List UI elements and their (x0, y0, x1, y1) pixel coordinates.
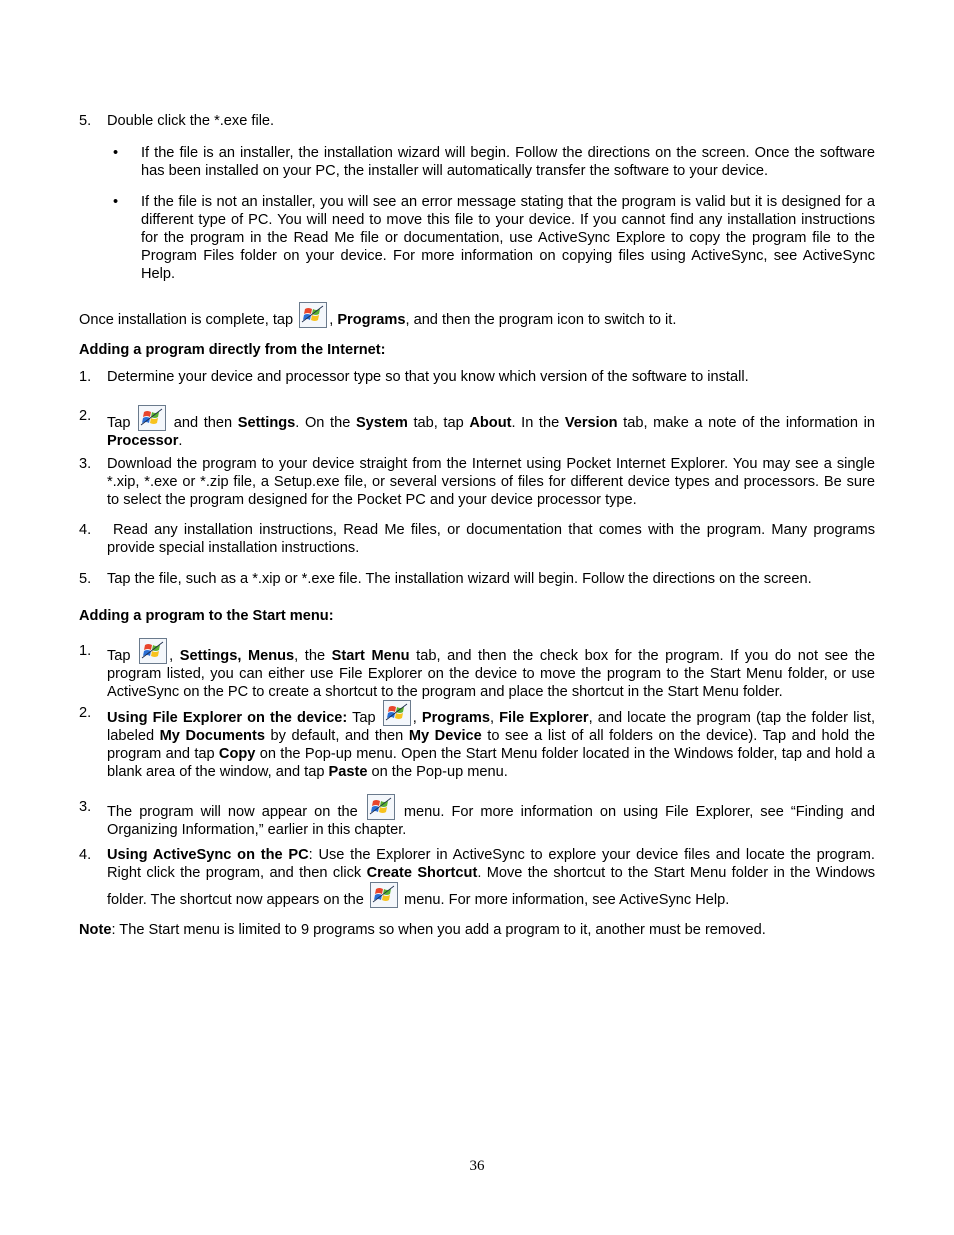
windows-start-icon (139, 638, 167, 664)
bullet-installer (113, 144, 875, 180)
step-text: Double click the *.exe file. (107, 113, 275, 129)
internet-step-1: 1. Determine your device and processor type so that you know which version of the software to install. (79, 369, 749, 385)
start-step-3: 3. The program will now appear on the menu. For more information on using File Explorer, see “Finding and Organizing Information,” earlier in this chapter. (79, 794, 875, 839)
note-paragraph: Note: The Start menu is limited to 9 programs so when you add a program to it, another must be removed. (79, 922, 766, 938)
step-5 (79, 112, 875, 130)
internet-step-5: 5. Tap the file, such as a *.xip or *.exe file. The installation wizard will begin. Follow the directions on the screen. (79, 571, 812, 587)
bullet-text: If the file is an installer, the installation wizard will begin. Follow the directions on the screen. Once the software has been installed on your PC, the installer will automatically transfer the software to your device. (141, 145, 875, 179)
start-step-4: 4. Using ActiveSync on the PC: Use the Explorer in ActiveSync to explore your device files and locate the program. Right click the program, and then click Create Shortcut. Move the shortcut to the Start Menu folder in the Windows folder. The shortcut now appears on the menu. For more information, see ActiveSync Help. (79, 847, 875, 908)
windows-start-icon (138, 405, 166, 431)
once-installation-paragraph: Once installation is complete, tap , Programs, and then the program icon to switch to it. (79, 302, 875, 329)
internet-step-2: 2. Tap and then Settings. On the System tab, tap About. In the Version tab, make a note of the information in Processor. (79, 405, 875, 450)
step-number: 5. (79, 113, 92, 129)
bullet-text: If the file is not an installer, you will see an error message stating that the program is valid but it is designed for a different type of PC. You will need to move this file to your device. If you cannot find any installation instructions for the program in the Read Me file or documentation, use ActiveSync Explore to copy the program file to the Program Files folder on your device. For more information on copying files using ActiveSync, see ActiveSync Help. (141, 194, 875, 282)
windows-start-icon (370, 882, 398, 908)
page-number: 36 (469, 1158, 485, 1174)
windows-start-icon (367, 794, 395, 820)
bullet-mark: • (113, 145, 119, 161)
heading-internet: Adding a program directly from the Internet: (79, 342, 386, 358)
bullet-mark: • (113, 194, 119, 210)
internet-step-4: 4. Read any installation instructions, Read Me files, or documentation that comes with the program. Many programs provide special installation instructions. (79, 522, 875, 556)
bullet-not-installer (113, 193, 875, 283)
windows-start-icon (383, 700, 411, 726)
start-step-2: 2. Using File Explorer on the device: Tap , Programs, File Explorer, and locate the program (tap the folder list, labeled My Documents by default, and then My Device to see a list of all folders on the device). Tap and hold the program and tap Copy on the Pop-up menu. Open the Start Menu folder located in the Windows folder, tap and hold a blank area of the window, and tap Paste on the Pop-up menu. (79, 700, 875, 781)
windows-start-icon (299, 302, 327, 328)
heading-start-menu: Adding a program to the Start menu: (79, 608, 334, 624)
internet-step-3: 3. Download the program to your device straight from the Internet using Pocket Internet Explorer. You may see a single *.xip, *.exe or *.zip file, a Setup.exe file, or several versions of files for different device types and processors. Be sure to select the program designed for the Pocket PC and your device processor type. (79, 456, 875, 508)
start-step-1: 1. Tap , Settings, Menus, the Start Menu tab, and then the check box for the program. If you do not see the program listed, you can either use File Explorer on the device to move the program to the Start Menu folder, or use ActiveSync on the PC to create a shortcut to the program and place the shortcut in the Start Menu folder. (79, 638, 875, 701)
